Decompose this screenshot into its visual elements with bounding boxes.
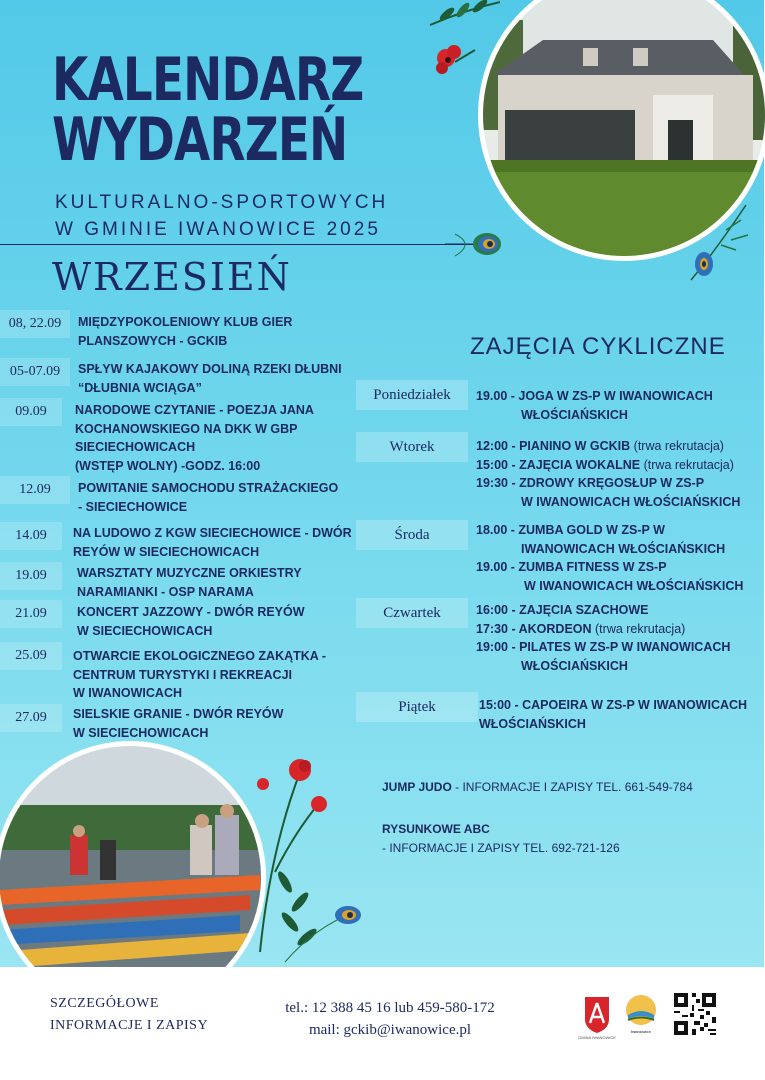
event-date: 08, 22.09 [0,310,70,338]
phone-number: tel.: 12 388 45 16 lub 459-580-172 [285,1000,495,1016]
wednesday-classes: 18.00 - ZUMBA GOLD W ZS-P W IWANOWICACH WŁOŚCIAŃSKICH 19.00 - ZUMBA FITNESS W ZS-P W IWANOWICACH WŁOŚCIAŃSKICH [476,523,744,593]
event-date: 21.09 [0,600,62,628]
footer-contact [270,997,510,1041]
event-description: SIELSKIE GRANIE - DWÓR REYÓW W SIECIECHOWICACH [73,707,284,740]
event-description: NARODOWE CZYTANIE - POEZJA JANA KOCHANOWSKIEGO NA DKK W GBP SIECIECHOWICACH (WSTĘP WOLNY) -GODZ. 16:00 [75,403,314,473]
qr-code-icon[interactable] [674,993,716,1035]
red-flower-decoration [430,40,480,85]
svg-text:GMINA IWANOWICE: GMINA IWANOWICE [578,1035,616,1040]
event-description: SPŁYW KAJAKOWY DOLINĄ RZEKI DŁUBNI “DŁUBNIA WCIĄGA” [78,362,342,395]
footer-info-label: SZCZEGÓŁOWE INFORMACJE I ZAPISY [50,996,209,1033]
poppy-flowers-decoration [245,752,365,967]
day-label-tuesday: Wtorek [356,432,468,462]
day-label-thursday: Czwartek [356,598,468,628]
judo-info: JUMP JUDO - INFORMACJE I ZAPISY TEL. 661-549-784 [382,780,693,794]
day-label-wednesday: Środa [356,520,468,550]
month-heading: WRZESIEŃ [52,255,292,299]
drawing-class-info: RYSUNKOWE ABC - INFORMACJE I ZAPISY TEL. 692-721-126 [382,822,620,855]
event-date: 19.09 [0,562,62,590]
event-description: NA LUDOWO Z KGW SIECIECHOWICE - DWÓR REYÓW W SIECIECHOWICACH [73,526,352,559]
event-date: 27.09 [0,704,62,732]
svg-text:Iwanowice: Iwanowice [630,1029,652,1034]
event-description: OTWARCIE EKOLOGICZNEGO ZAKĄTKA - CENTRUM TURYSTYKI I REKREACJI W IWANOWICACH [73,649,326,700]
event-date: 14.09 [0,522,62,550]
peacock-feather-decoration [686,200,756,285]
tuesday-classes: 12:00 - PIANINO W GCKIB (trwa rekrutacja) 15:00 - ZAJĘCIA WOKALNE (trwa rekrutacja) 19:30 - ZDROWY KRĘGOSŁUP W ZS-P W IWANOWICACH WŁOŚCIAŃSKICH [476,439,741,509]
day-label-monday: Poniedziałek [356,380,468,410]
gmina-coat-of-arms-logo [578,995,616,1041]
peacock-feather-eye-icon [445,228,505,262]
footer [0,967,764,1080]
day-label-friday: Piątek [356,692,478,722]
event-date: 12.09 [0,476,70,504]
event-date: 05-07.09 [0,358,70,386]
event-description: WARSZTATY MUZYCZNE ORKIESTRY NARAMIANKI - OSP NARAMA [77,566,302,599]
title-divider [0,244,478,245]
cyclic-classes-heading: ZAJĘCIA CYKLICZNE [470,333,726,360]
subtitle-line1: KULTURALNO-SPORTOWYCH [55,192,389,213]
email-address: mail: gckib@iwanowice.pl [308,1022,472,1038]
subtitle-line2: W GMINIE IWANOWICE 2025 [55,219,381,240]
kayaking-group-photo [0,745,275,970]
event-date: 25.09 [0,642,62,670]
event-date: 09.09 [0,398,62,426]
iwanowice-sun-logo [622,993,660,1041]
monday-classes: 19.00 - JOGA W ZS-P W IWANOWICACH WŁOŚCIAŃSKICH [476,389,713,422]
page-title-line2: WYDARZEŃ [52,105,348,175]
page-title-line1: KALENDARZ [52,45,364,115]
thursday-classes: 16:00 - ZAJĘCIA SZACHOWE 17:30 - AKORDEON (trwa rekrutacja) 19:00 - PILATES W ZS-P W IWANOWICACH WŁOŚCIAŃSKICH [476,603,731,673]
friday-classes: 15:00 - CAPOEIRA W ZS-P W IWANOWICACH WŁOŚCIAŃSKICH [479,698,748,731]
event-description: POWITANIE SAMOCHODU STRAŻACKIEGO - SIECIECHOWICE [78,481,339,514]
event-description: MIĘDZYPOKOLENIOWY KLUB GIER PLANSZOWYCH - GCKIB [78,315,293,348]
event-description: KONCERT JAZZOWY - DWÓR REYÓW W SIECIECHOWICACH [77,605,305,638]
